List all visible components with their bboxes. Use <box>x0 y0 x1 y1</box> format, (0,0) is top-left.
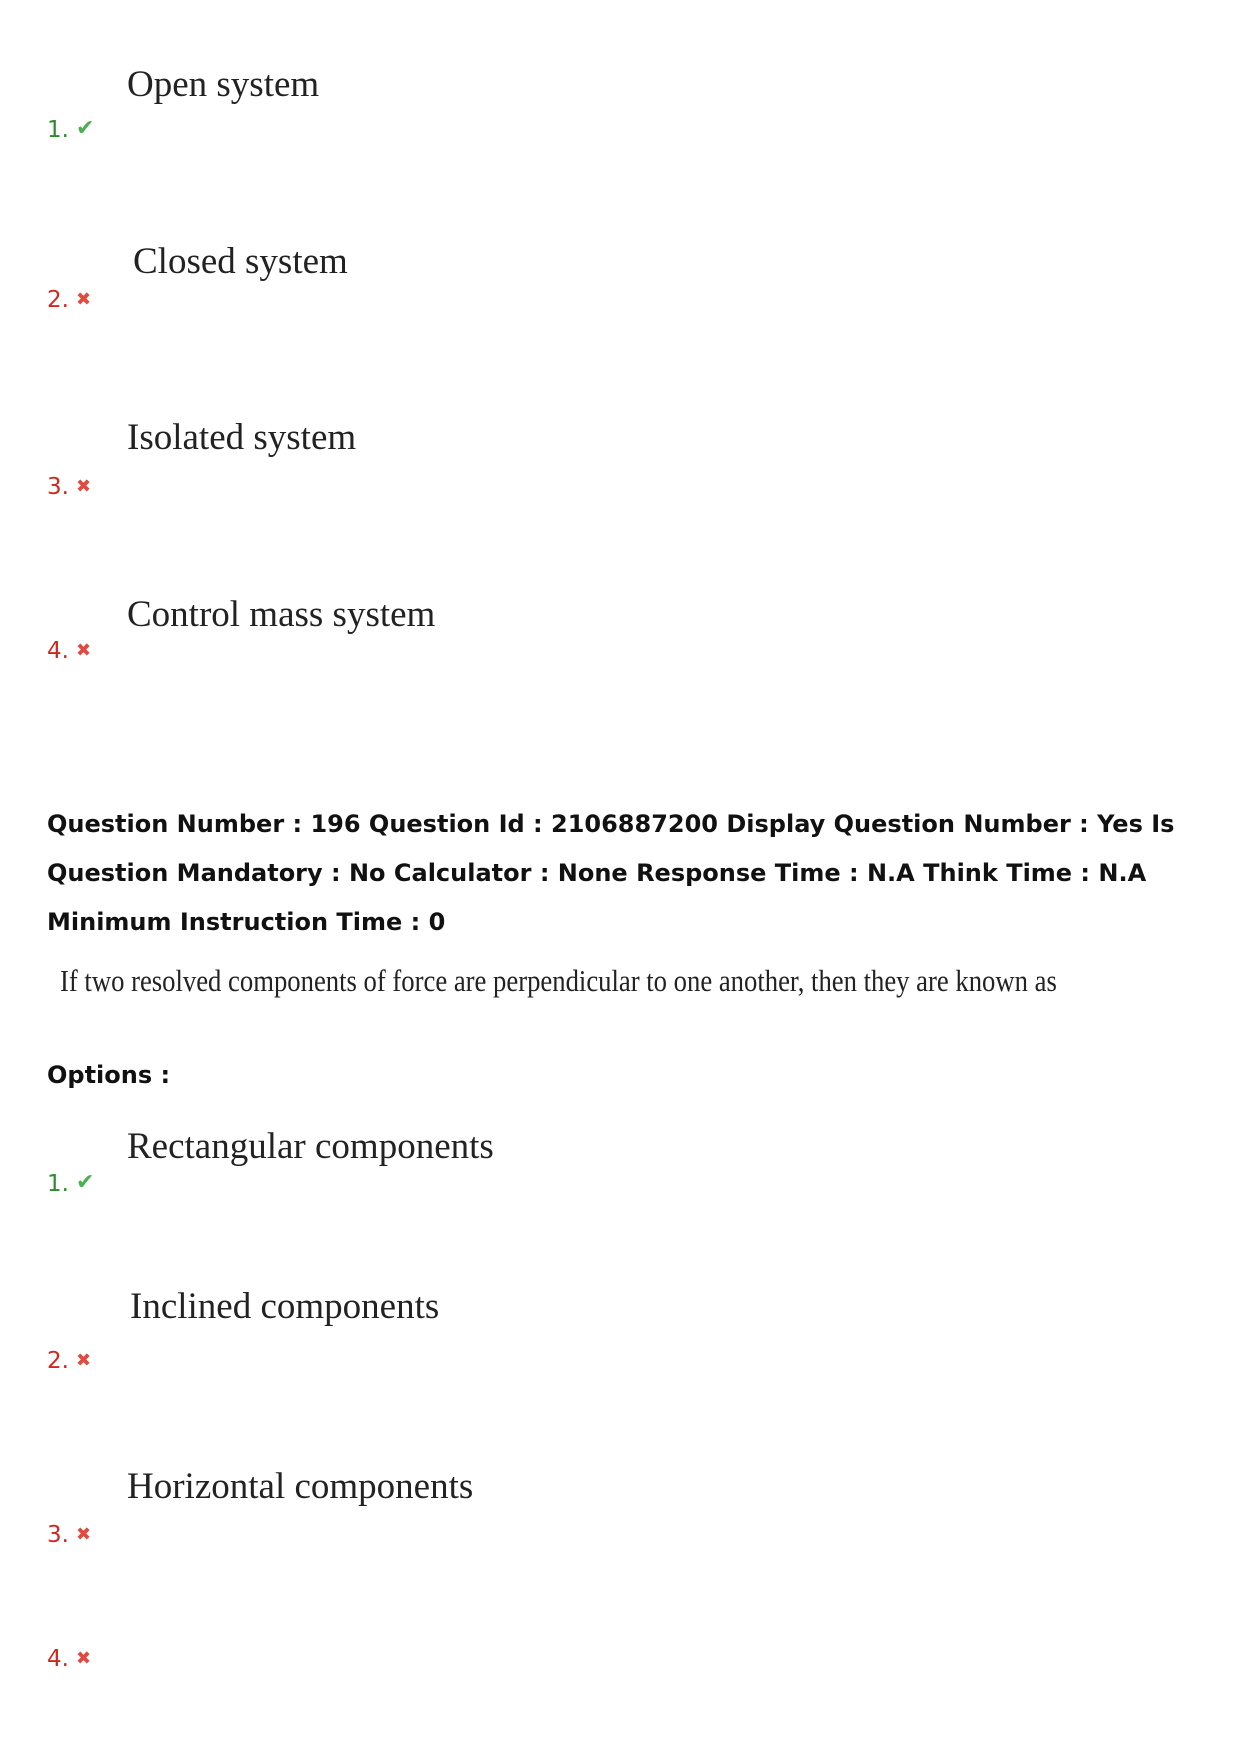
cross-icon: ✖ <box>75 1524 92 1545</box>
option-text: Inclined components <box>130 1286 440 1327</box>
cross-icon: ✖ <box>75 289 92 310</box>
options-label: Options : <box>47 1061 171 1089</box>
question-text: If two resolved components of force are perpendicular to one another, then they are known as <box>60 963 1057 998</box>
option-text: Horizontal components <box>127 1466 474 1507</box>
question-metadata: Question Number : 196 Question Id : 2106887200 Display Question Number : Yes Is Question Mandatory : No Calculator : None Response Time : N.A Think Time : N.A Minimum Instruction Time : 0 <box>47 810 1175 936</box>
option-text: Open system <box>127 64 320 105</box>
option-number: 1. ✔ <box>47 1170 95 1197</box>
check-icon: ✔ <box>75 116 95 141</box>
cross-icon: ✖ <box>75 1648 92 1669</box>
option-text: Closed system <box>133 241 348 282</box>
option-number: 4. ✖ <box>47 638 92 664</box>
cross-icon: ✖ <box>75 476 92 497</box>
option-number: 1. ✔ <box>47 116 95 143</box>
option-number: 4. ✖ <box>47 1646 92 1672</box>
option-number: 3. ✖ <box>47 474 92 500</box>
option-text: Isolated system <box>127 417 357 458</box>
cross-icon: ✖ <box>75 640 92 661</box>
option-number: 2. ✖ <box>47 1348 92 1374</box>
cross-icon: ✖ <box>75 1350 92 1371</box>
option-text: Rectangular components <box>127 1126 494 1167</box>
option-text: Control mass system <box>127 594 436 635</box>
option-number: 2. ✖ <box>47 287 92 313</box>
check-icon: ✔ <box>75 1170 95 1195</box>
option-number: 3. ✖ <box>47 1522 92 1548</box>
